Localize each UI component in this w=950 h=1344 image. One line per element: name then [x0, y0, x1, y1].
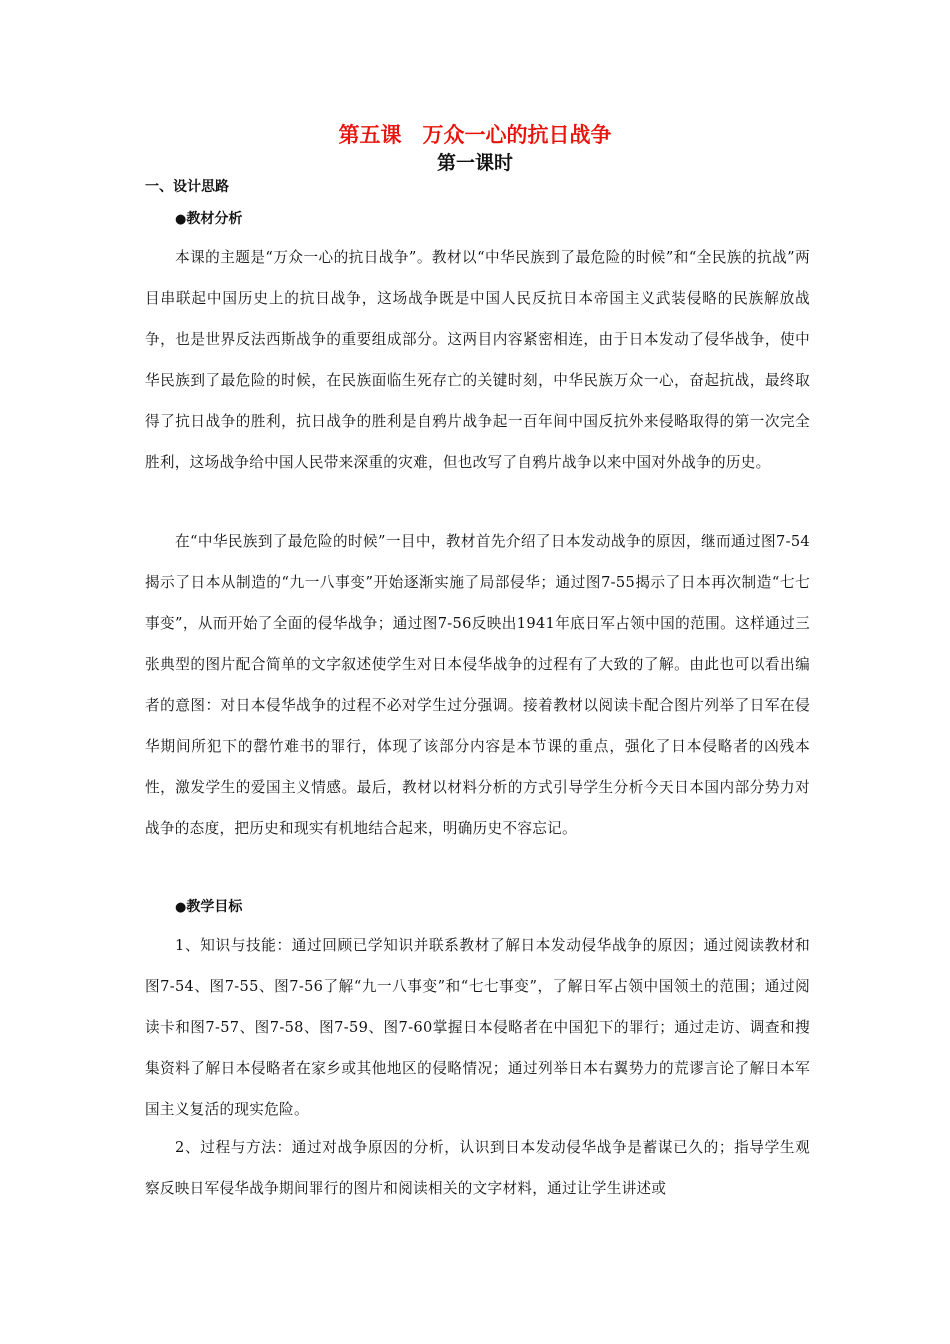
paragraph-process-methods: 2、过程与方法：通过对战争原因的分析，认识到日本发动侵华战争是蓄谋已久的；指导学生观察反映日军侵华战争期间罪行的图片和阅读相关的文字材料，通过让学生讲述或	[145, 1139, 810, 1197]
bullet-icon: ●	[175, 212, 187, 227]
subheading-textbook-analysis	[175, 208, 242, 231]
subheading-label: 教材分析	[186, 211, 243, 227]
lesson-subtitle: 第一课时	[436, 152, 513, 174]
subheading-teaching-goals	[175, 896, 242, 919]
subheading-label: 教学目标	[186, 899, 243, 915]
paragraph-first-section: 在“中华民族到了最危险的时候”一目中，教材首先介绍了日本发动战争的原因，继而通过图7-54揭示了日本从制造的“九一八事变”开始逐渐实施了局部侵华；通过图7-55揭示了日本再次制造“七七事变”，从而开始了全面的侵华战争；通过图7-56反映出1941年底日军占领中国的范围。这样通过三张典型的图片配合简单的文字叙述使学生对日本侵华战争的过程有了大致的了解。由此也可以看出编者的意图：对日本侵华战争的过程不必对学生过分强调。接着教材以阅读卡配合图片列举了日军在侵华期间所犯下的罄竹难书的罪行，体现了该部分内容是本节课的重点，强化了日本侵略者的凶残本性，激发学生的爱国主义情感。最后，教材以材料分析的方式引导学生分析今天日本国内部分势力对战争的态度，把历史和现实有机地结合起来，明确历史不容忘记。	[145, 533, 810, 837]
bullet-icon: ●	[175, 900, 187, 915]
paragraph-knowledge-skills: 1、知识与技能：通过回顾已学知识并联系教材了解日本发动侵华战争的原因；通过阅读教材和图7-54、图7-55、图7-56了解“九一八事变”和“七七事变”，了解日军占领中国领土的范围；通过阅读卡和图7-57、图7-58、图7-59、图7-60掌握日本侵略者在中国犯下的罪行；通过走访、调查和搜集资料了解日本侵略者在家乡或其他地区的侵略情况；通过列举日本右翼势力的荒谬言论了解日本军国主义复活的现实危险。	[145, 937, 810, 1118]
paragraph-theme: 本课的主题是“万众一心的抗日战争”。教材以“中华民族到了最危险的时候”和“全民族的抗战”两目串联起中国历史上的抗日战争，这场战争既是中国人民反抗日本帝国主义武装侵略的民族解放战争，也是世界反法西斯战争的重要组成部分。这两目内容紧密相连，由于日本发动了侵华战争，使中华民族到了最危险的时候，在民族面临生死存亡的关键时刻，中华民族万众一心，奋起抗战，最终取得了抗日战争的胜利，抗日战争的胜利是自鸦片战争起一百年间中国反抗外来侵略取得的第一次完全胜利，这场战争给中国人民带来深重的灾难，但也改写了自鸦片战争以来中国对外战争的历史。	[145, 249, 810, 471]
lesson-title: 第五课 万众一心的抗日战争	[338, 123, 612, 147]
section-heading-design: 一、设计思路	[145, 179, 229, 195]
